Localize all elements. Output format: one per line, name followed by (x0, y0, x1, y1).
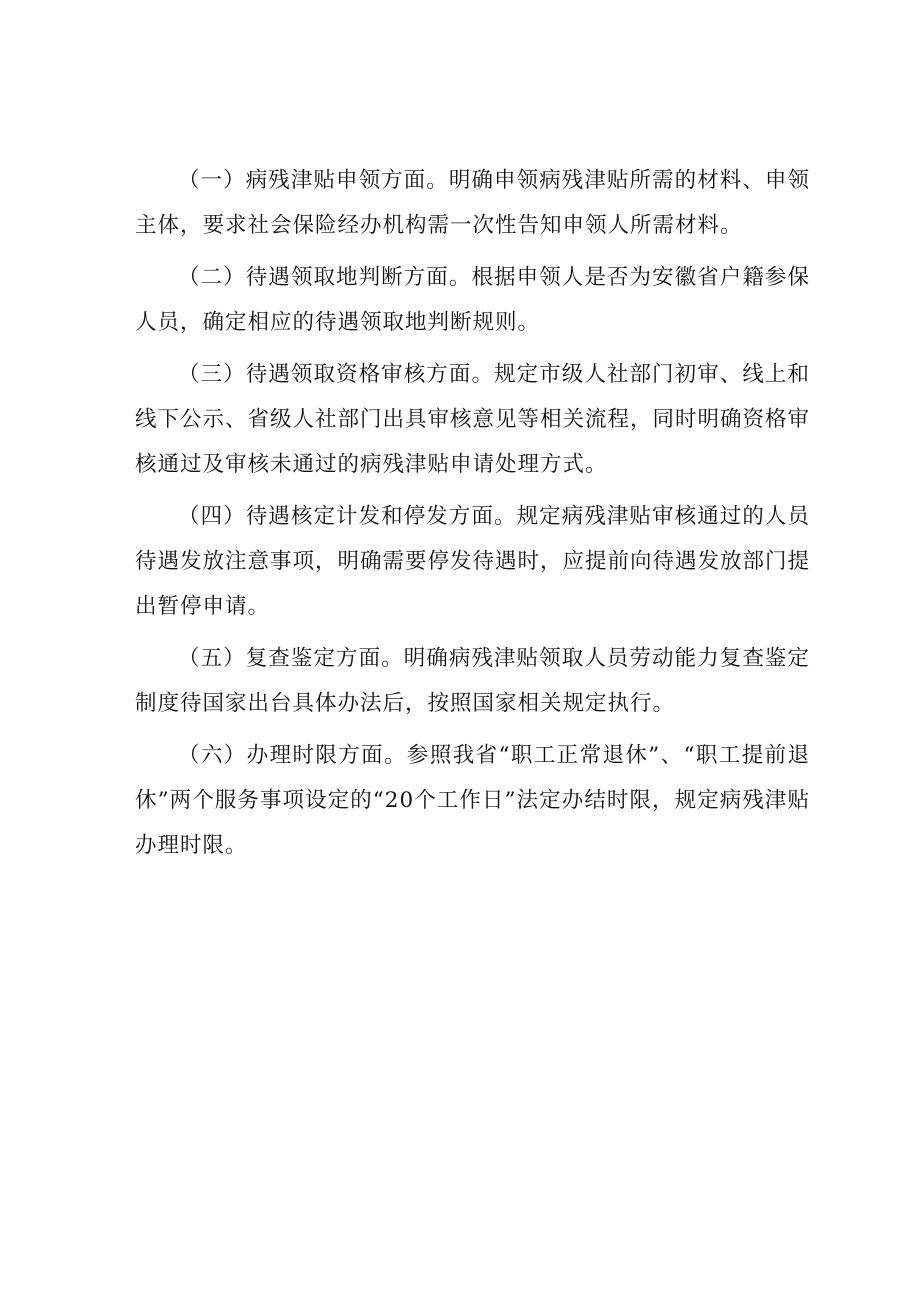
paragraph-1: （一）病残津贴申领方面。明确申领病残津贴所需的材料、申领主体，要求社会保险经办机构需一次性告知申领人所需材料。 (135, 168, 810, 238)
paragraph-2: （二）待遇领取地判断方面。根据申领人是否为安徽省户籍参保人员，确定相应的待遇领取地判断规则。 (135, 265, 810, 335)
paragraph-6: （六）办理时限方面。参照我省“职工正常退休”、“职工提前退休”两个服务事项设定的“20个工作日”法定办结时限，规定病残津贴办理时限。 (135, 743, 810, 858)
paragraph-5: （五）复查鉴定方面。明确病残津贴领取人员劳动能力复查鉴定制度待国家出台具体办法后，按照国家相关规定执行。 (135, 646, 810, 716)
paragraph-3: （三）待遇领取资格审核方面。规定市级人社部门初审、线上和线下公示、省级人社部门出具审核意见等相关流程，同时明确资格审核通过及审核未通过的病残津贴申请处理方式。 (135, 362, 811, 477)
paragraph-4: （四）待遇核定计发和停发方面。规定病残津贴审核通过的人员待遇发放注意事项，明确需要停发待遇时，应提前向待遇发放部门提出暂停申请。 (135, 504, 811, 619)
